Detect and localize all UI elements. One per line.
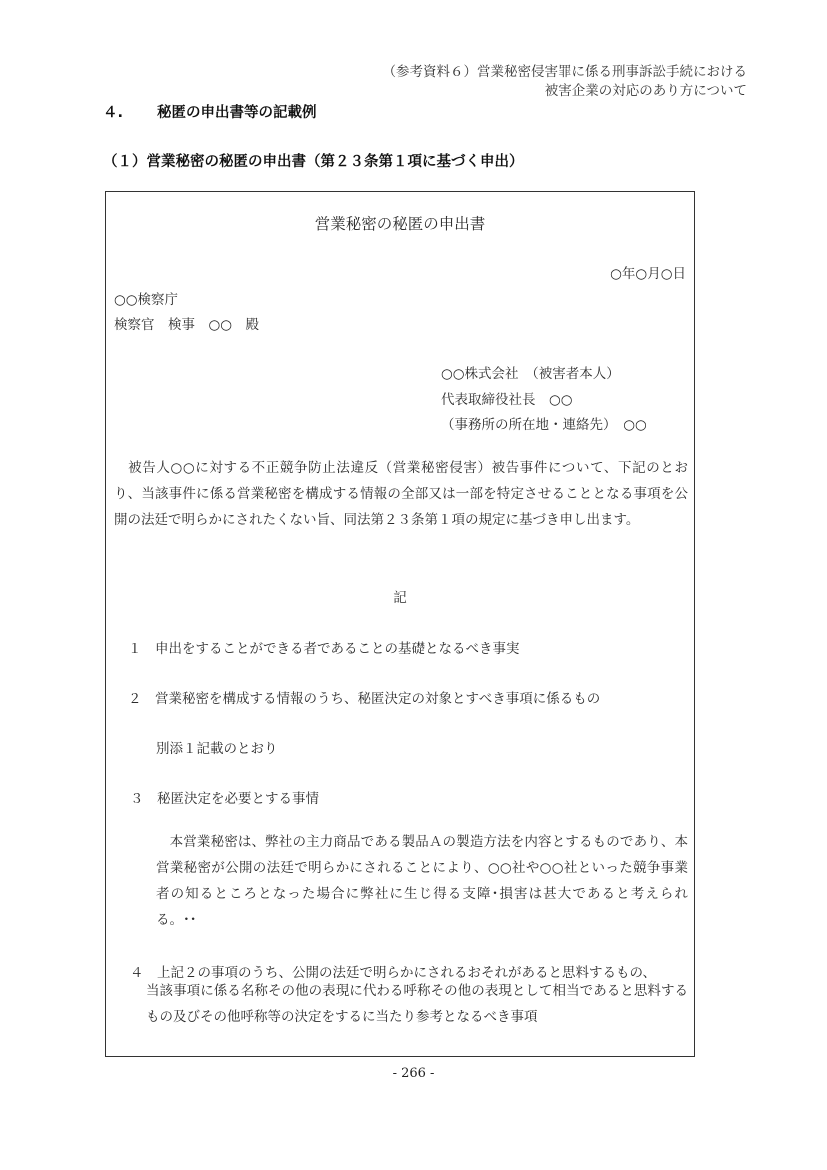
item-3-detail: 本営業秘密は、弊社の主力商品である製品Ａの製造方法を内容とするものであり、本営業秘密が公開の法廷で明らかにされることにより、○○社や○○社といった競争事業者の知るところとなった場合に弊社に生じ得る支障･損害は甚大であると考えられる。･･ <box>156 834 688 928</box>
item-2: ２ 営業秘密を構成する情報のうち、秘匿決定の対象とすべき事項に係るもの <box>128 691 601 707</box>
form-frame <box>105 191 695 1057</box>
item-4-first-line: ４ 上記２の事項のうち、公開の法廷で明らかにされるおそれがあると思料するもの、 <box>130 965 656 981</box>
header-line-1: （参考資料６）営業秘密侵害罪に係る刑事訴訟手続における <box>382 64 747 80</box>
applicant-address: （事務所の所在地・連絡先） ○○ <box>441 417 647 433</box>
header-line-2: 被害企業の対応のあり方について <box>544 83 747 99</box>
section-number: ４. <box>103 105 124 121</box>
form-title: 営業秘密の秘匿の申出書 <box>314 215 486 233</box>
item-3: ３ 秘匿決定を必要とする事情 <box>130 791 319 807</box>
item-4-rest: 当該事項に係る名称その他の表現に代わる呼称その他の表現として相当であると思料するもの及びその他呼称等の決定をするに当たり参考となるべき事項 <box>146 983 688 1025</box>
form-body-text: 被告人○○に対する不正競争防止法違反（営業秘密侵害）被告事件について、下記のとおり、当該事件に係る営業秘密を構成する情報の全部又は一部を特定させることとなる事項を公開の法廷で明らかにされたくない旨、同法第２３条第１項の規定に基づき申し出ます。 <box>114 460 688 528</box>
recipient-office: ○○検察庁 <box>114 292 179 308</box>
ki-heading: 記 <box>393 590 407 606</box>
subsection-title: （１）営業秘密の秘匿の申出書（第２３条第１項に基づく申出） <box>103 154 524 170</box>
applicant-company: ○○株式会社 （被害者本人） <box>441 366 620 382</box>
item-2-detail: 別添１記載のとおり <box>156 741 278 757</box>
applicant-representative: 代表取締役社長 ○○ <box>441 392 573 408</box>
page-number: - 266 - <box>392 1066 435 1081</box>
item-1: １ 申出をすることができる者であることの基礎となるべき事実 <box>128 641 520 657</box>
recipient-person: 検察官 検事 ○○ 殿 <box>114 317 260 333</box>
form-date: ○年○月○日 <box>610 266 686 282</box>
section-title: 秘匿の申出書等の記載例 <box>157 105 317 121</box>
